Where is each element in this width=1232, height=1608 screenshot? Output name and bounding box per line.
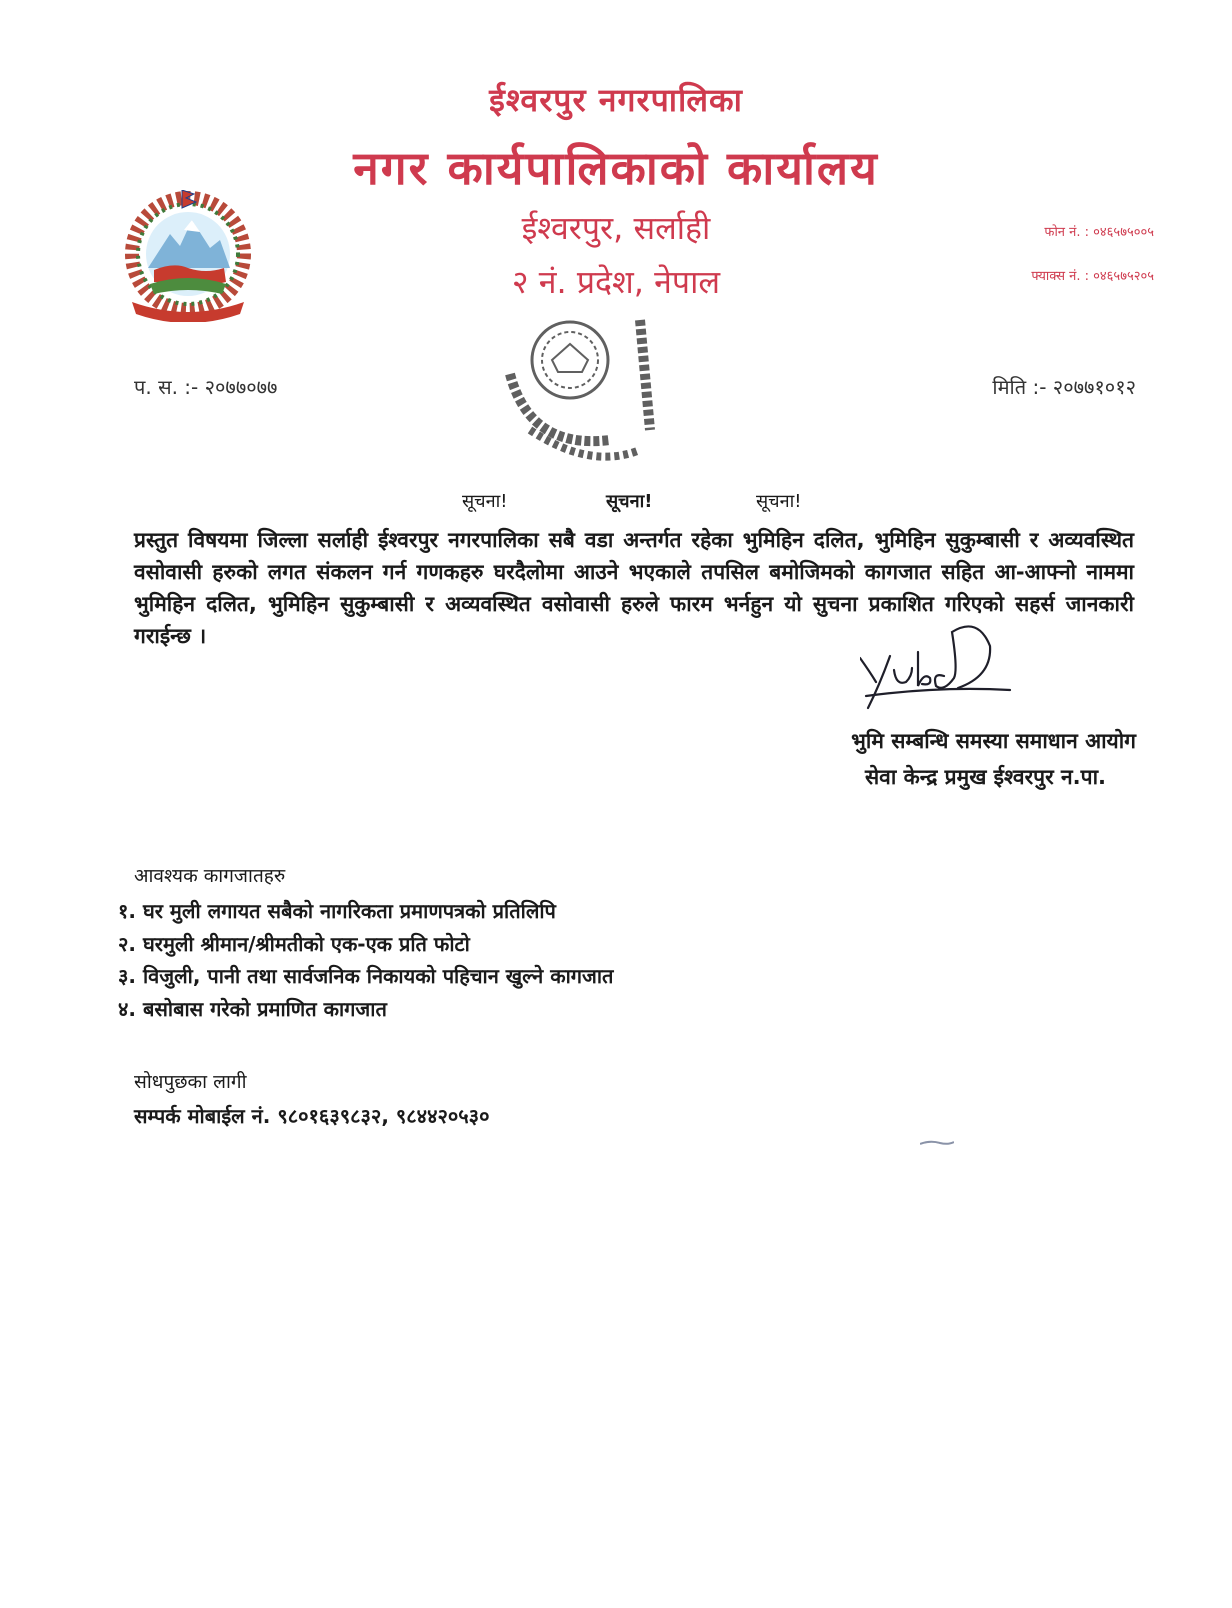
notice-body: प्रस्तुत विषयमा जिल्ला सर्लाही ईश्वरपुर नगरपालिका सबै वडा अन्तर्गत रहेका भुमिहिन दलित, भुमिहिन सुकुम्बासी र अव्यवस्थित वसोवासी हरुको लगत संकलन गर्न गणकहरु घरदैलोमा आउने भएकाले तपसिल बमोजिमको कागजात सहित आ-आफ्नो नाममा भुमिहिन दलित, भुमिहिन सुकुम्बासी र अव्यवस्थित वसोवासी हरुले फारम भर्नहुन यो सुचना प्रकाशित गरिएको सहर्स जानकारी गराईन्छ । — [134, 528, 1134, 648]
signatory-office: सेवा केन्द्र प्रमुख ईश्वरपुर न.पा. — [864, 765, 1106, 789]
signatory-designation: भुमि सम्बन्धि समस्या समाधान आयोग — [851, 729, 1136, 753]
province-country: २ नं. प्रदेश, नेपाल — [511, 263, 721, 301]
municipality-name: ईश्वरपुर नगरपालिका — [489, 81, 743, 119]
contact-label: सोधपुछका लागी — [134, 1071, 247, 1093]
document-date: मिति :- २०७७१०१२ — [992, 375, 1136, 399]
office-round-seal-stamp-icon — [490, 300, 710, 500]
list-item: २. घरमुली श्रीमान/श्रीमतीको एक-एक प्रति फोटो — [118, 931, 470, 956]
office-name: नगर कार्यपालिकाको कार्यालय — [353, 141, 879, 195]
office-location: ईश्वरपुर, सर्लाही — [521, 209, 711, 247]
handwritten-signature — [860, 612, 1040, 712]
notice-heading-right: सूचना! — [756, 491, 802, 512]
ink-smudge — [920, 1140, 954, 1146]
list-item: १. घर मुली लगायत सबैको नागरिकता प्रमाणपत्रको प्रतिलिपि — [118, 899, 556, 923]
fax-number: फ्याक्स नं. : ०४६५७५२०५ — [1031, 269, 1154, 284]
notice-heading-left: सूचना! — [462, 491, 508, 512]
requirements-title: आवश्यक कागजातहरु — [134, 865, 286, 887]
notice-heading-center: सूचना! — [606, 491, 653, 512]
reference-number: प. स. :- २०७७०७७ — [134, 375, 278, 399]
requirements-list — [118, 895, 613, 1025]
contact-mobile: सम्पर्क मोबाईल नं. ९८०१६३९८३२, ९८४४२०५३० — [134, 1104, 490, 1128]
phone-number: फोन नं. : ०४६५७५००५ — [1044, 225, 1154, 240]
list-item: ४. बसोबास गरेको प्रमाणित कागजात — [118, 996, 387, 1021]
list-item: ३. विजुली, पानी तथा सार्वजनिक निकायको पहिचान खुल्ने कागजात — [118, 964, 614, 988]
